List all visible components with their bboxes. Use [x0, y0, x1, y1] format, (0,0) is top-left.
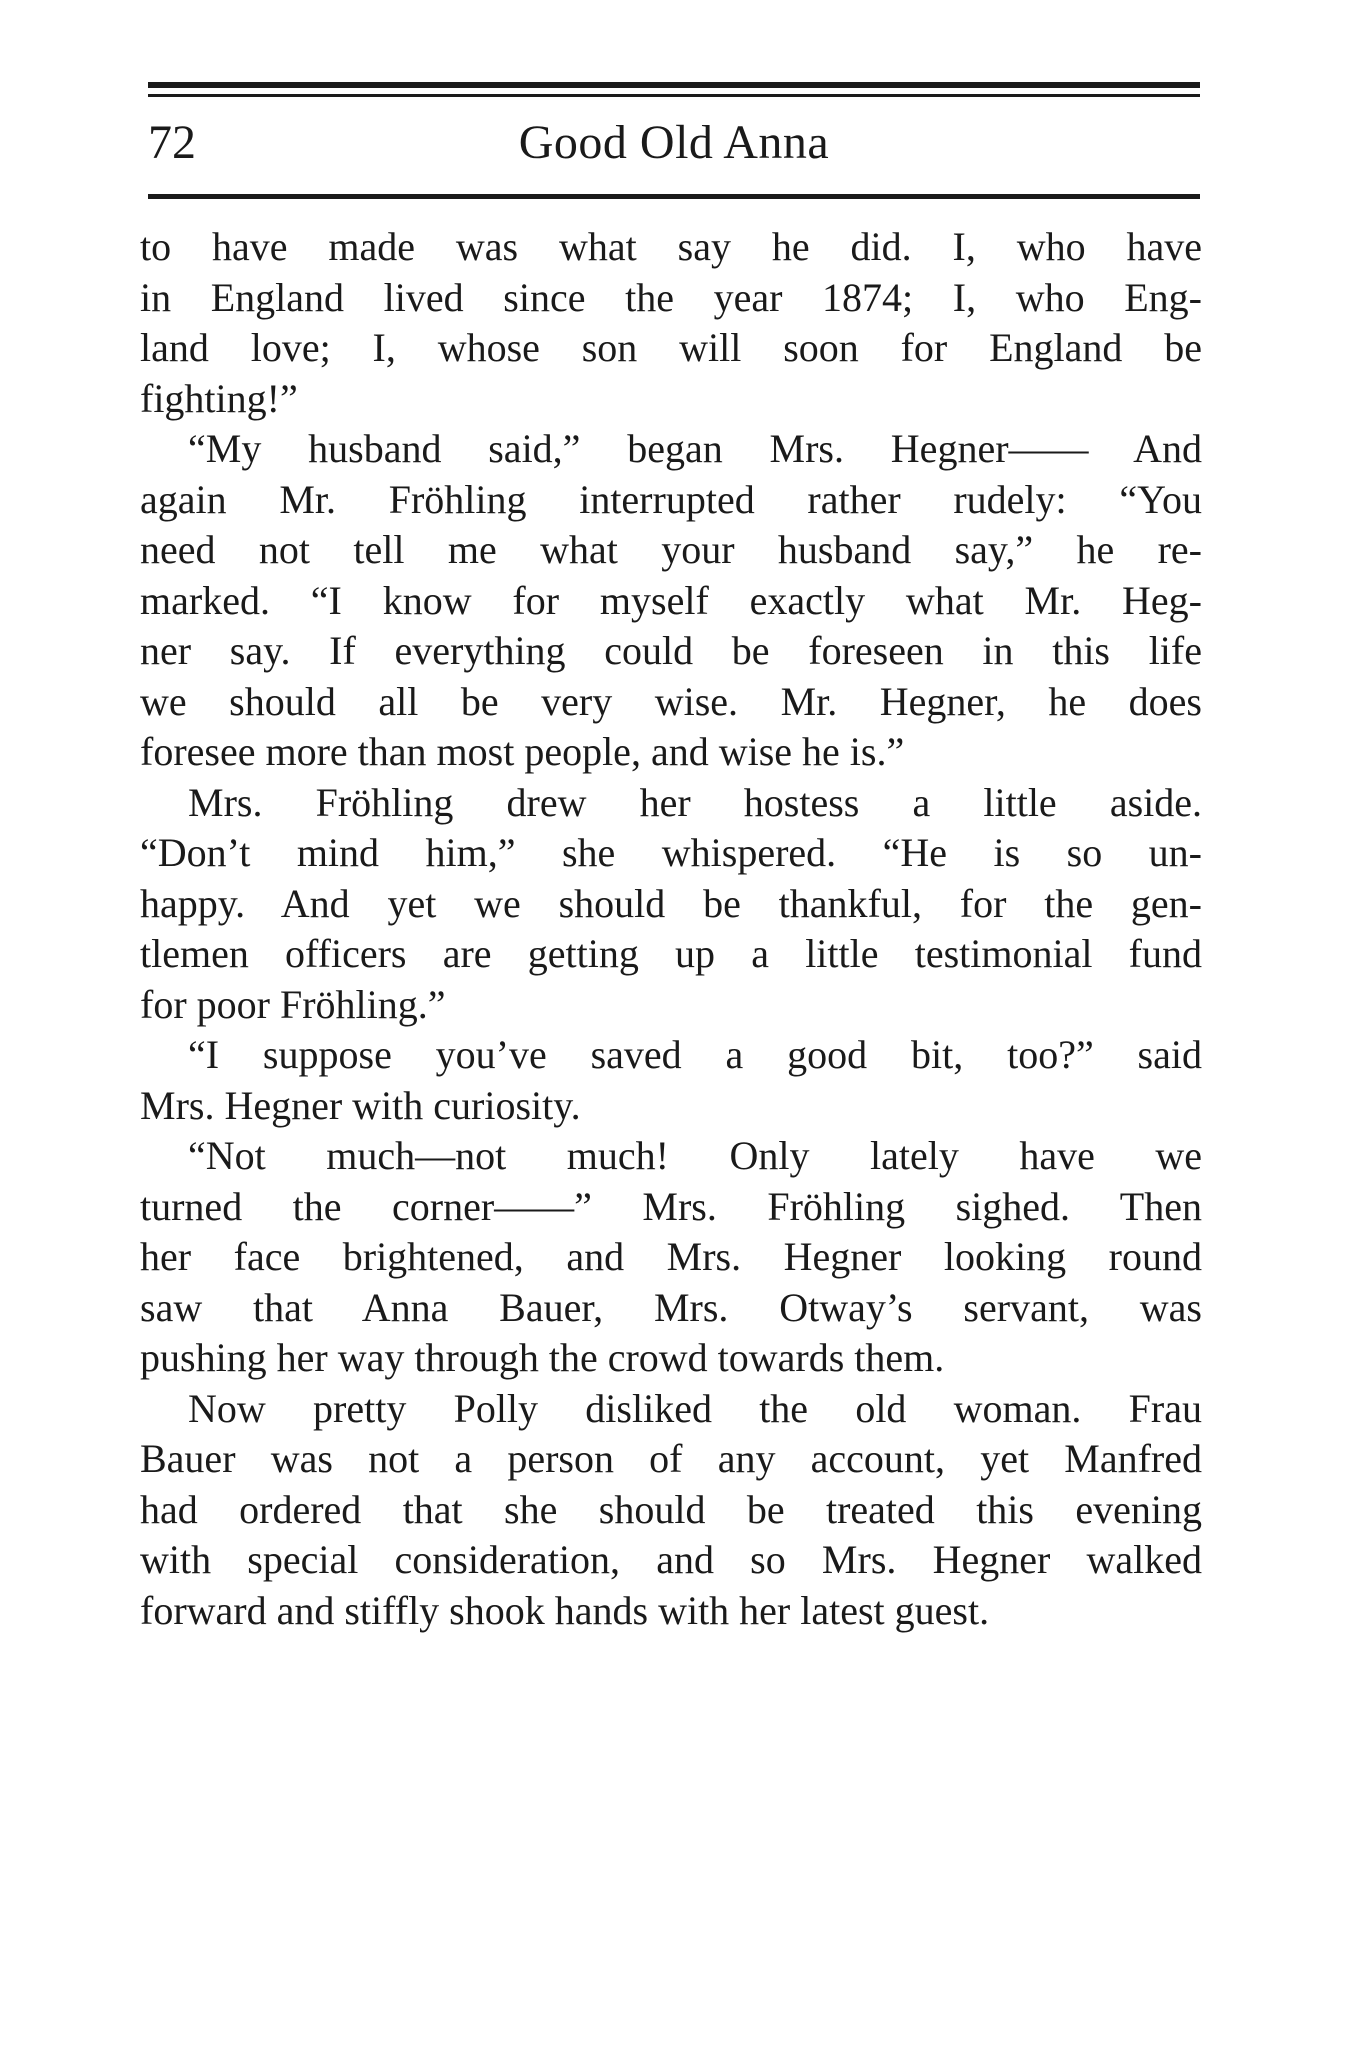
text-line: turned the corner——” Mrs. Fröhling sighed. Then [140, 1183, 1202, 1229]
running-header [148, 108, 1200, 178]
text-line: ner say. If everything could be foreseen in this life [140, 628, 1202, 673]
text-line: her face brightened, and Mrs. Hegner looking round [140, 1234, 1202, 1279]
text-line: Now pretty Polly disliked the old woman. Frau [188, 1385, 1202, 1431]
running-title: Good Old Anna [518, 116, 830, 169]
text-line: for poor Fröhling.” [140, 981, 446, 1027]
text-line: “Don’t mind him,” she whispered. “He is so un- [140, 830, 1202, 875]
top-rule-thin [148, 94, 1200, 97]
text-line: in England lived since the year 1874; I, who Eng- [140, 274, 1202, 320]
header-rule [148, 194, 1200, 199]
text-line: Bauer was not a person of any account, yet Manfred [140, 1436, 1202, 1481]
text-line: forward and stiffly shook hands with her latest guest. [140, 1587, 990, 1633]
text-line: foresee more than most people, and wise he is.” [140, 729, 905, 774]
text-line: need not tell me what your husband say,” he re- [140, 527, 1202, 572]
page-number: 72 [148, 116, 196, 169]
text-line: marked. “I know for myself exactly what Mr. Heg- [140, 577, 1202, 623]
text-line: tlemen officers are getting up a little testimonial fund [140, 931, 1202, 976]
text-line: “Not much—not much! Only lately have we [188, 1133, 1202, 1178]
text-line: we should all be very wise. Mr. Hegner, he does [140, 678, 1202, 724]
text-line: pushing her way through the crowd towards them. [140, 1335, 945, 1380]
text-line: to have made was what say he did. I, who have [140, 224, 1202, 269]
text-line: again Mr. Fröhling interrupted rather rudely: “You [140, 476, 1202, 522]
text-line: “I suppose you’ve saved a good bit, too?” said [188, 1032, 1202, 1077]
text-line: fighting!” [140, 375, 298, 421]
body-text [140, 222, 1202, 1636]
text-line: Mrs. Hegner with curiosity. [140, 1082, 581, 1128]
text-line: saw that Anna Bauer, Mrs. Otway’s servant, was [140, 1284, 1202, 1330]
text-line: “My husband said,” began Mrs. Hegner—— And [188, 426, 1202, 471]
text-line: had ordered that she should be treated this evening [140, 1486, 1202, 1532]
top-rule-thick [148, 82, 1200, 88]
text-line: Mrs. Fröhling drew her hostess a little aside. [188, 779, 1202, 825]
text-line: land love; I, whose son will soon for England be [140, 325, 1202, 370]
text-line: with special consideration, and so Mrs. Hegner walked [140, 1537, 1202, 1582]
text-line: happy. And yet we should be thankful, for the gen- [140, 880, 1202, 926]
